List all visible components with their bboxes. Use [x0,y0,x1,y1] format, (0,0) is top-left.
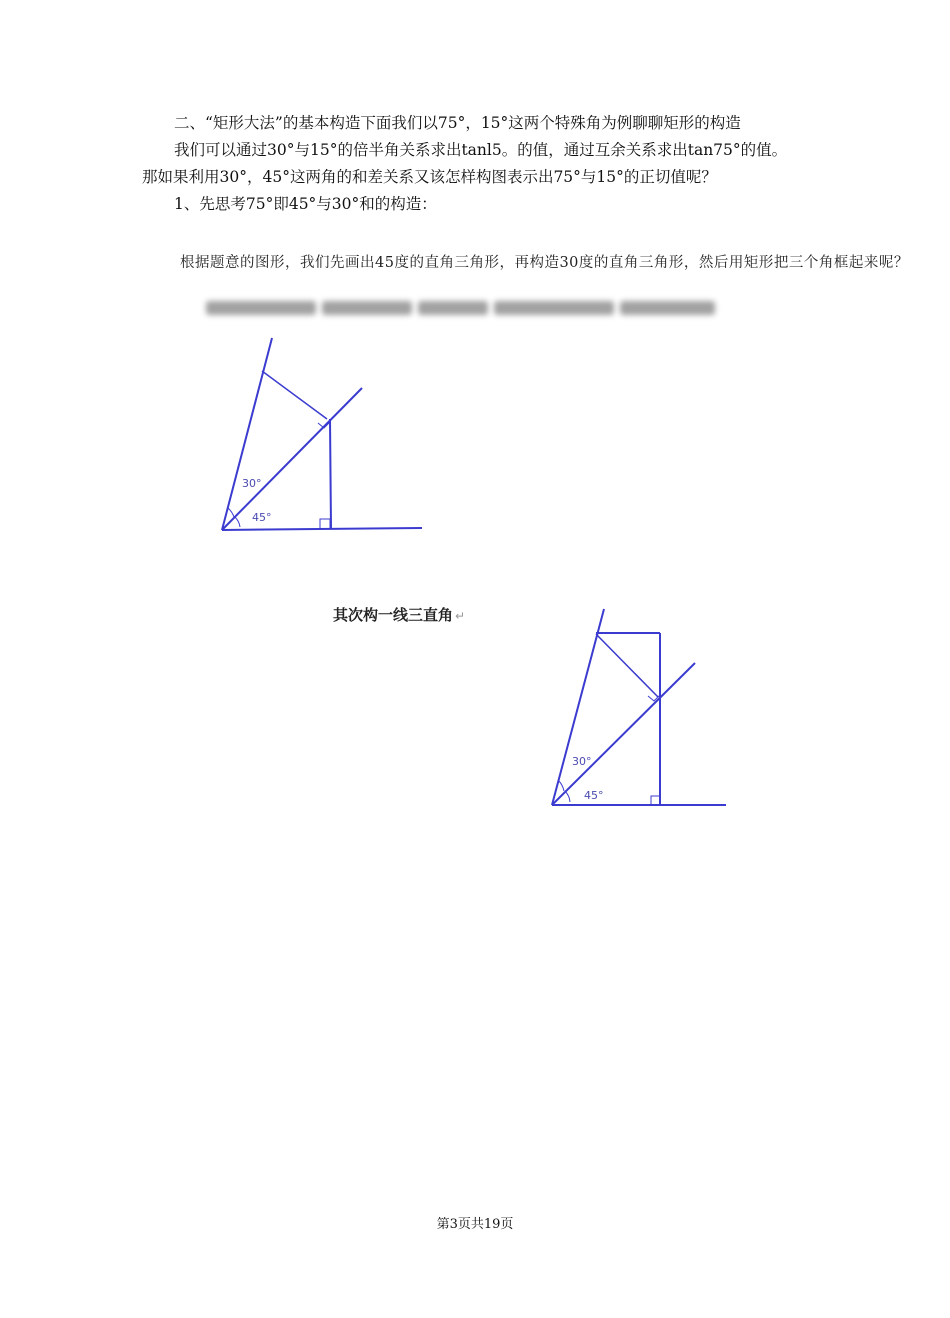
caption-text: 其次构一线三直角 [333,606,454,624]
blurred-text-line [206,297,744,319]
paragraph-mark: ↵ [455,609,466,623]
fig2-left-ray [552,609,604,805]
fig2-angle-45-label: 45° [584,789,604,802]
fig2-perpendicular [596,634,658,697]
fig2-angle-30-label: 30° [572,755,592,768]
paragraph-line-3: 那如果利用30°，45°这两角的和差关系又该怎样构图表示出75°与15°的正切值呢？ [142,168,717,186]
fig1-angle-30-label: 30° [242,477,262,490]
fig2-right-angle-bottom [651,796,660,805]
fig2-diagonal-ray [552,663,695,805]
overlapping-text-line: 根据题意的图形，我们先画出45度的直角三角形，再构造30度的直角三角形，然后用矩形把三个角框起来呢？ [180,255,909,271]
fig1-arc-30 [228,508,234,517]
fig1-arc-45 [235,517,240,527]
fig1-vertical [330,419,331,529]
fig2-arc-30 [559,781,564,791]
figure-2-caption [333,604,465,625]
paragraph-line-4: 1、先思考75°即45°与30°和的构造： [174,195,437,213]
paragraph-line-1: 二、“矩形大法”的基本构造下面我们以75°，15°这两个特殊角为例聊聊矩形的构造 [174,114,741,132]
fig1-diagonal-ray [222,388,362,530]
fig1-left-ray [222,338,272,530]
fig1-perpendicular [262,371,327,419]
paragraph-line-2: 我们可以通过30°与15°的倍半角关系求出tanl5。的值，通过互余关系求出tan75°的值。 [174,141,788,159]
figure-1 [210,335,470,545]
fig1-right-angle-bottom [320,519,330,529]
fig1-angle-45-label: 45° [252,511,272,524]
figure-2 [540,605,740,815]
page-footer: 第3页共19页 [436,1217,514,1232]
